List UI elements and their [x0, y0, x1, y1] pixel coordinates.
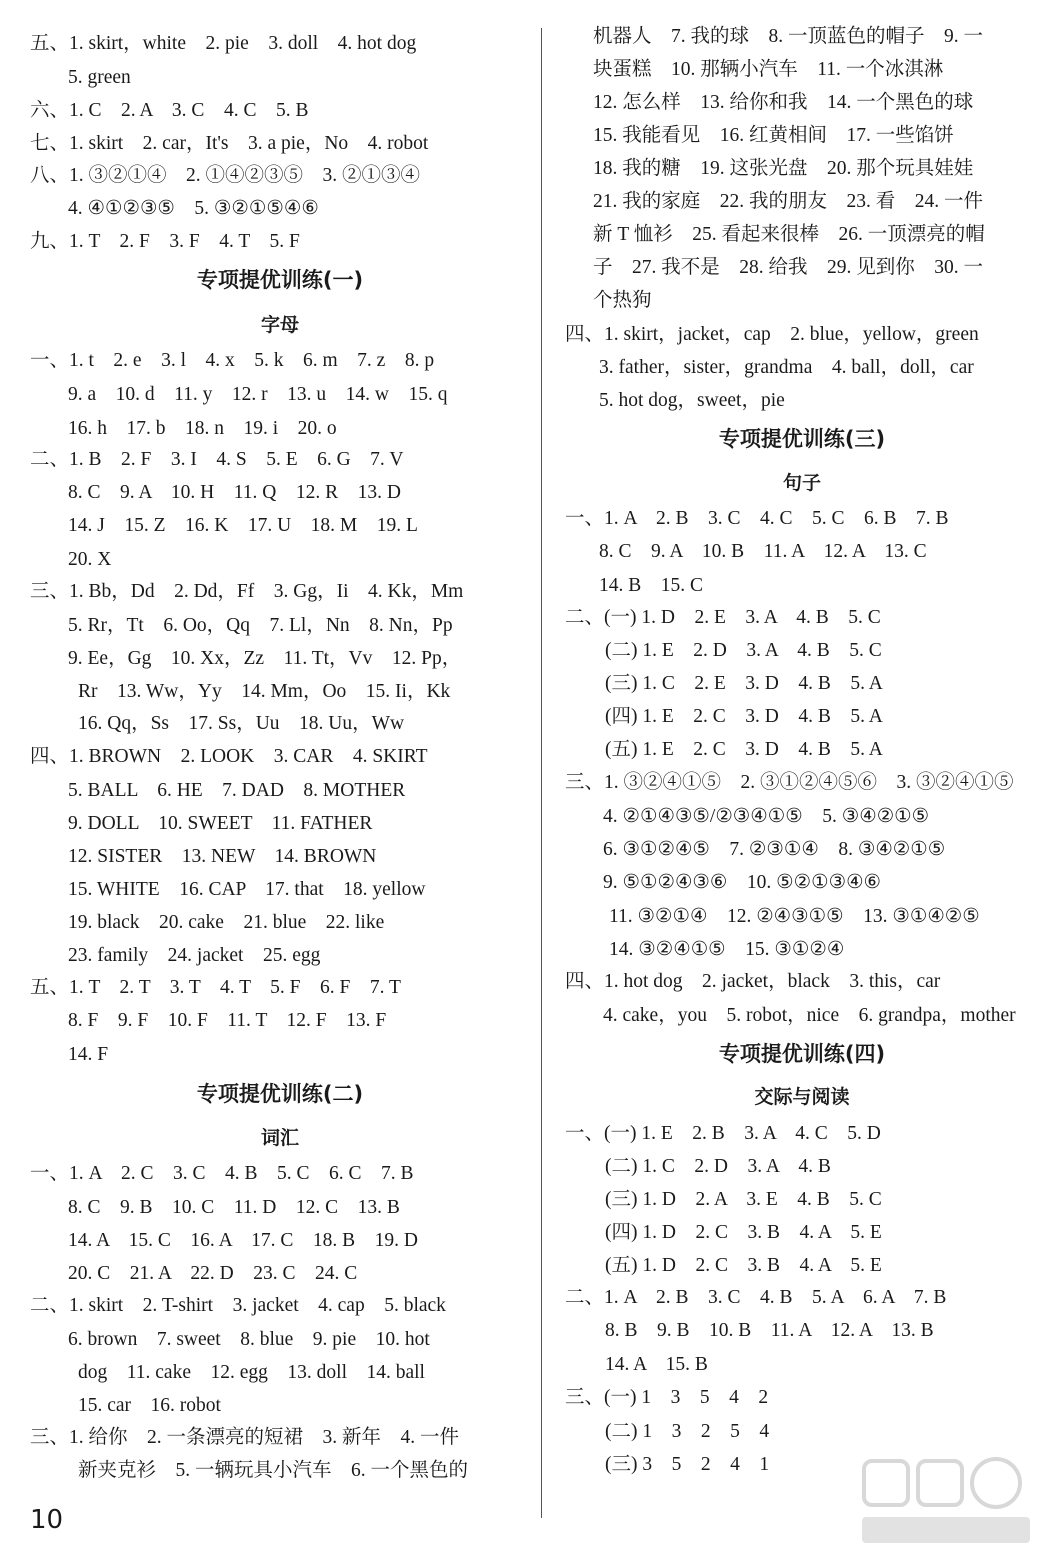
answer-line: 三、(一) 1 3 5 4 2 — [565, 1387, 769, 1408]
answer-line: 15. WHITE 16. CAP 17. that 18. yellow — [68, 879, 426, 900]
answer-line: 一、1. t 2. e 3. l 4. x 5. k 6. m 7. z 8. p — [30, 350, 435, 371]
column-divider — [541, 28, 542, 1518]
answer-line: 19. black 20. cake 21. blue 22. like — [68, 912, 385, 933]
answer-line: 新 T 恤衫 25. 看起来很棒 26. 一顶漂亮的帽 — [593, 224, 985, 245]
answer-line: 14. B 15. C — [599, 575, 704, 596]
answer-line: (二) 1. C 2. D 3. A 4. B — [605, 1156, 831, 1177]
section-subheading: 交际与阅读 — [754, 1086, 850, 1108]
answer-line: 4. ④①②③⑤ 5. ③②①⑤④⑥ — [68, 198, 319, 219]
answer-line: 八、1. ③②①④ 2. ①④②③⑤ 3. ②①③④ — [30, 165, 421, 186]
section-subheading: 字母 — [260, 314, 299, 336]
answer-line: (三) 3 5 2 4 1 — [605, 1454, 770, 1475]
answer-line: 8. F 9. F 10. F 11. T 12. F 13. F — [68, 1010, 387, 1031]
answer-line: 块蛋糕 10. 那辆小汽车 11. 一个冰淇淋 — [593, 59, 944, 80]
answer-line: 4. ②①④③⑤/②③④①⑤ 5. ③④②①⑤ — [603, 806, 930, 827]
answer-line: 6. brown 7. sweet 8. blue 9. pie 10. hot — [68, 1329, 430, 1350]
answer-line: 二、1. B 2. F 3. I 4. S 5. E 6. G 7. V — [30, 449, 404, 470]
answer-line: 子 27. 我不是 28. 给我 29. 见到你 30. 一 — [593, 257, 984, 278]
answer-line: (三) 1. C 2. E 3. D 4. B 5. A — [605, 673, 883, 694]
answer-line: 五、1. skirt，white 2. pie 3. doll 4. hot dog — [30, 33, 417, 54]
answer-line: 9. a 10. d 11. y 12. r 13. u 14. w 15. q — [68, 384, 448, 405]
answer-line: 一、(一) 1. E 2. B 3. A 4. C 5. D — [565, 1123, 881, 1144]
section-subheading: 词汇 — [260, 1127, 299, 1149]
answer-line: 5. Rr，Tt 6. Oo，Qq 7. Ll，Nn 8. Nn，Pp — [68, 615, 453, 636]
answer-line: 8. B 9. B 10. B 11. A 12. A 13. B — [605, 1320, 934, 1341]
answer-line: (四) 1. D 2. C 3. B 4. A 5. E — [605, 1222, 882, 1243]
answer-line: (二) 1. E 2. D 3. A 4. B 5. C — [605, 640, 882, 661]
section-subheading: 句子 — [782, 472, 821, 494]
answer-line: 机器人 7. 我的球 8. 一顶蓝色的帽子 9. 一 — [593, 26, 984, 47]
answer-line: 11. ③②①④ 12. ②④③①⑤ 13. ③①④②⑤ — [609, 906, 980, 927]
answer-line: 三、1. Bb，Dd 2. Dd，Ff 3. Gg，Ii 4. Kk，Mm — [30, 581, 464, 602]
answer-line: 12. SISTER 13. NEW 14. BROWN — [68, 846, 377, 867]
section-heading: 专项提优训练(四) — [718, 1042, 886, 1066]
answer-line: 20. X — [68, 549, 112, 570]
answer-line: 一、1. A 2. C 3. C 4. B 5. C 6. C 7. B — [30, 1163, 414, 1184]
answer-line: 15. car 16. robot — [78, 1395, 221, 1416]
answer-line: 七、1. skirt 2. car，It's 3. a pie，No 4. robot — [30, 133, 429, 154]
answer-line: Rr 13. Ww，Yy 14. Mm，Oo 15. Ii，Kk — [78, 681, 451, 702]
answer-line: 五、1. T 2. T 3. T 4. T 5. F 6. F 7. T — [30, 977, 401, 998]
answer-line: 四、1. hot dog 2. jacket，black 3. this，car — [565, 971, 941, 992]
answer-line: (五) 1. E 2. C 3. D 4. B 5. A — [605, 739, 883, 760]
answer-line: 14. F — [68, 1044, 109, 1065]
answer-line: 20. C 21. A 22. D 23. C 24. C — [68, 1263, 358, 1284]
answer-line: 四、1. skirt，jacket，cap 2. blue，yellow，green — [565, 324, 979, 345]
answer-line: 5. green — [68, 67, 131, 88]
answer-line: 4. cake，you 5. robot，nice 6. grandpa，mother — [603, 1005, 1016, 1026]
answer-line: 9. Ee，Gg 10. Xx，Zz 11. Tt，Vv 12. Pp， — [68, 648, 462, 669]
section-heading: 专项提优训练(二) — [196, 1082, 364, 1106]
answer-line: 14. A 15. B — [605, 1354, 708, 1375]
answer-line: (四) 1. E 2. C 3. D 4. B 5. A — [605, 706, 883, 727]
answer-line: 16. Qq，Ss 17. Ss，Uu 18. Uu，Ww — [78, 713, 405, 734]
answer-line: 三、1. ③②④①⑤ 2. ③①②④⑤⑥ 3. ③②④①⑤ — [565, 772, 1014, 793]
answer-line: 8. C 9. A 10. B 11. A 12. A 13. C — [599, 541, 927, 562]
answer-line: 8. C 9. B 10. C 11. D 12. C 13. B — [68, 1197, 400, 1218]
answer-line: 三、1. 给你 2. 一条漂亮的短裙 3. 新年 4. 一件 — [30, 1427, 460, 1448]
answer-line: 14. A 15. C 16. A 17. C 18. B 19. D — [68, 1230, 418, 1251]
answer-line: 二、(一) 1. D 2. E 3. A 4. B 5. C — [565, 607, 881, 628]
answer-line: 6. ③①②④⑤ 7. ②③①④ 8. ③④②①⑤ — [603, 839, 946, 860]
answer-line: 3. father，sister，grandma 4. ball，doll，car — [599, 357, 974, 378]
answer-line: 5. BALL 6. HE 7. DAD 8. MOTHER — [68, 780, 406, 801]
answer-line: 九、1. T 2. F 3. F 4. T 5. F — [30, 231, 300, 252]
answer-line: 六、1. C 2. A 3. C 4. C 5. B — [30, 100, 309, 121]
watermark-logo — [858, 1455, 1033, 1547]
right-column — [565, 0, 1039, 1550]
answer-line: 二、1. A 2. B 3. C 4. B 5. A 6. A 7. B — [565, 1287, 947, 1308]
answer-line: (五) 1. D 2. C 3. B 4. A 5. E — [605, 1255, 882, 1276]
answer-line: 15. 我能看见 16. 红黄相间 17. 一些馅饼 — [593, 125, 954, 146]
answer-line: 18. 我的糖 19. 这张光盘 20. 那个玩具娃娃 — [593, 158, 974, 179]
answer-line: 9. DOLL 10. SWEET 11. FATHER — [68, 813, 373, 834]
answer-line: 9. ⑤①②④③⑥ 10. ⑤②①③④⑥ — [603, 872, 882, 893]
answer-line: 5. hot dog，sweet，pie — [599, 390, 785, 411]
page-number: 10 — [30, 1505, 64, 1535]
section-heading: 专项提优训练(一) — [196, 268, 364, 292]
answer-line: (二) 1 3 2 5 4 — [605, 1421, 770, 1442]
answer-line: dog 11. cake 12. egg 13. doll 14. ball — [78, 1362, 425, 1383]
answer-line: 新夹克衫 5. 一辆玩具小汽车 6. 一个黑色的 — [78, 1460, 469, 1481]
answer-line: 14. ③②④①⑤ 15. ③①②④ — [609, 939, 845, 960]
answer-line: 8. C 9. A 10. H 11. Q 12. R 13. D — [68, 482, 401, 503]
answer-line: 16. h 17. b 18. n 19. i 20. o — [68, 418, 337, 439]
answer-line: 12. 怎么样 13. 给你和我 14. 一个黑色的球 — [593, 92, 974, 113]
answer-line: 14. J 15. Z 16. K 17. U 18. M 19. L — [68, 515, 418, 536]
answer-line: 四、1. BROWN 2. LOOK 3. CAR 4. SKIRT — [30, 746, 428, 767]
answer-line: 23. family 24. jacket 25. egg — [68, 945, 321, 966]
answer-line: 二、1. skirt 2. T-shirt 3. jacket 4. cap 5. black — [30, 1295, 446, 1316]
section-heading: 专项提优训练(三) — [718, 427, 886, 451]
answer-line: 21. 我的家庭 22. 我的朋友 23. 看 24. 一件 — [593, 191, 984, 212]
answer-line: 个热狗 — [593, 290, 652, 311]
answer-line: 一、1. A 2. B 3. C 4. C 5. C 6. B 7. B — [565, 508, 949, 529]
answer-line: (三) 1. D 2. A 3. E 4. B 5. C — [605, 1189, 882, 1210]
